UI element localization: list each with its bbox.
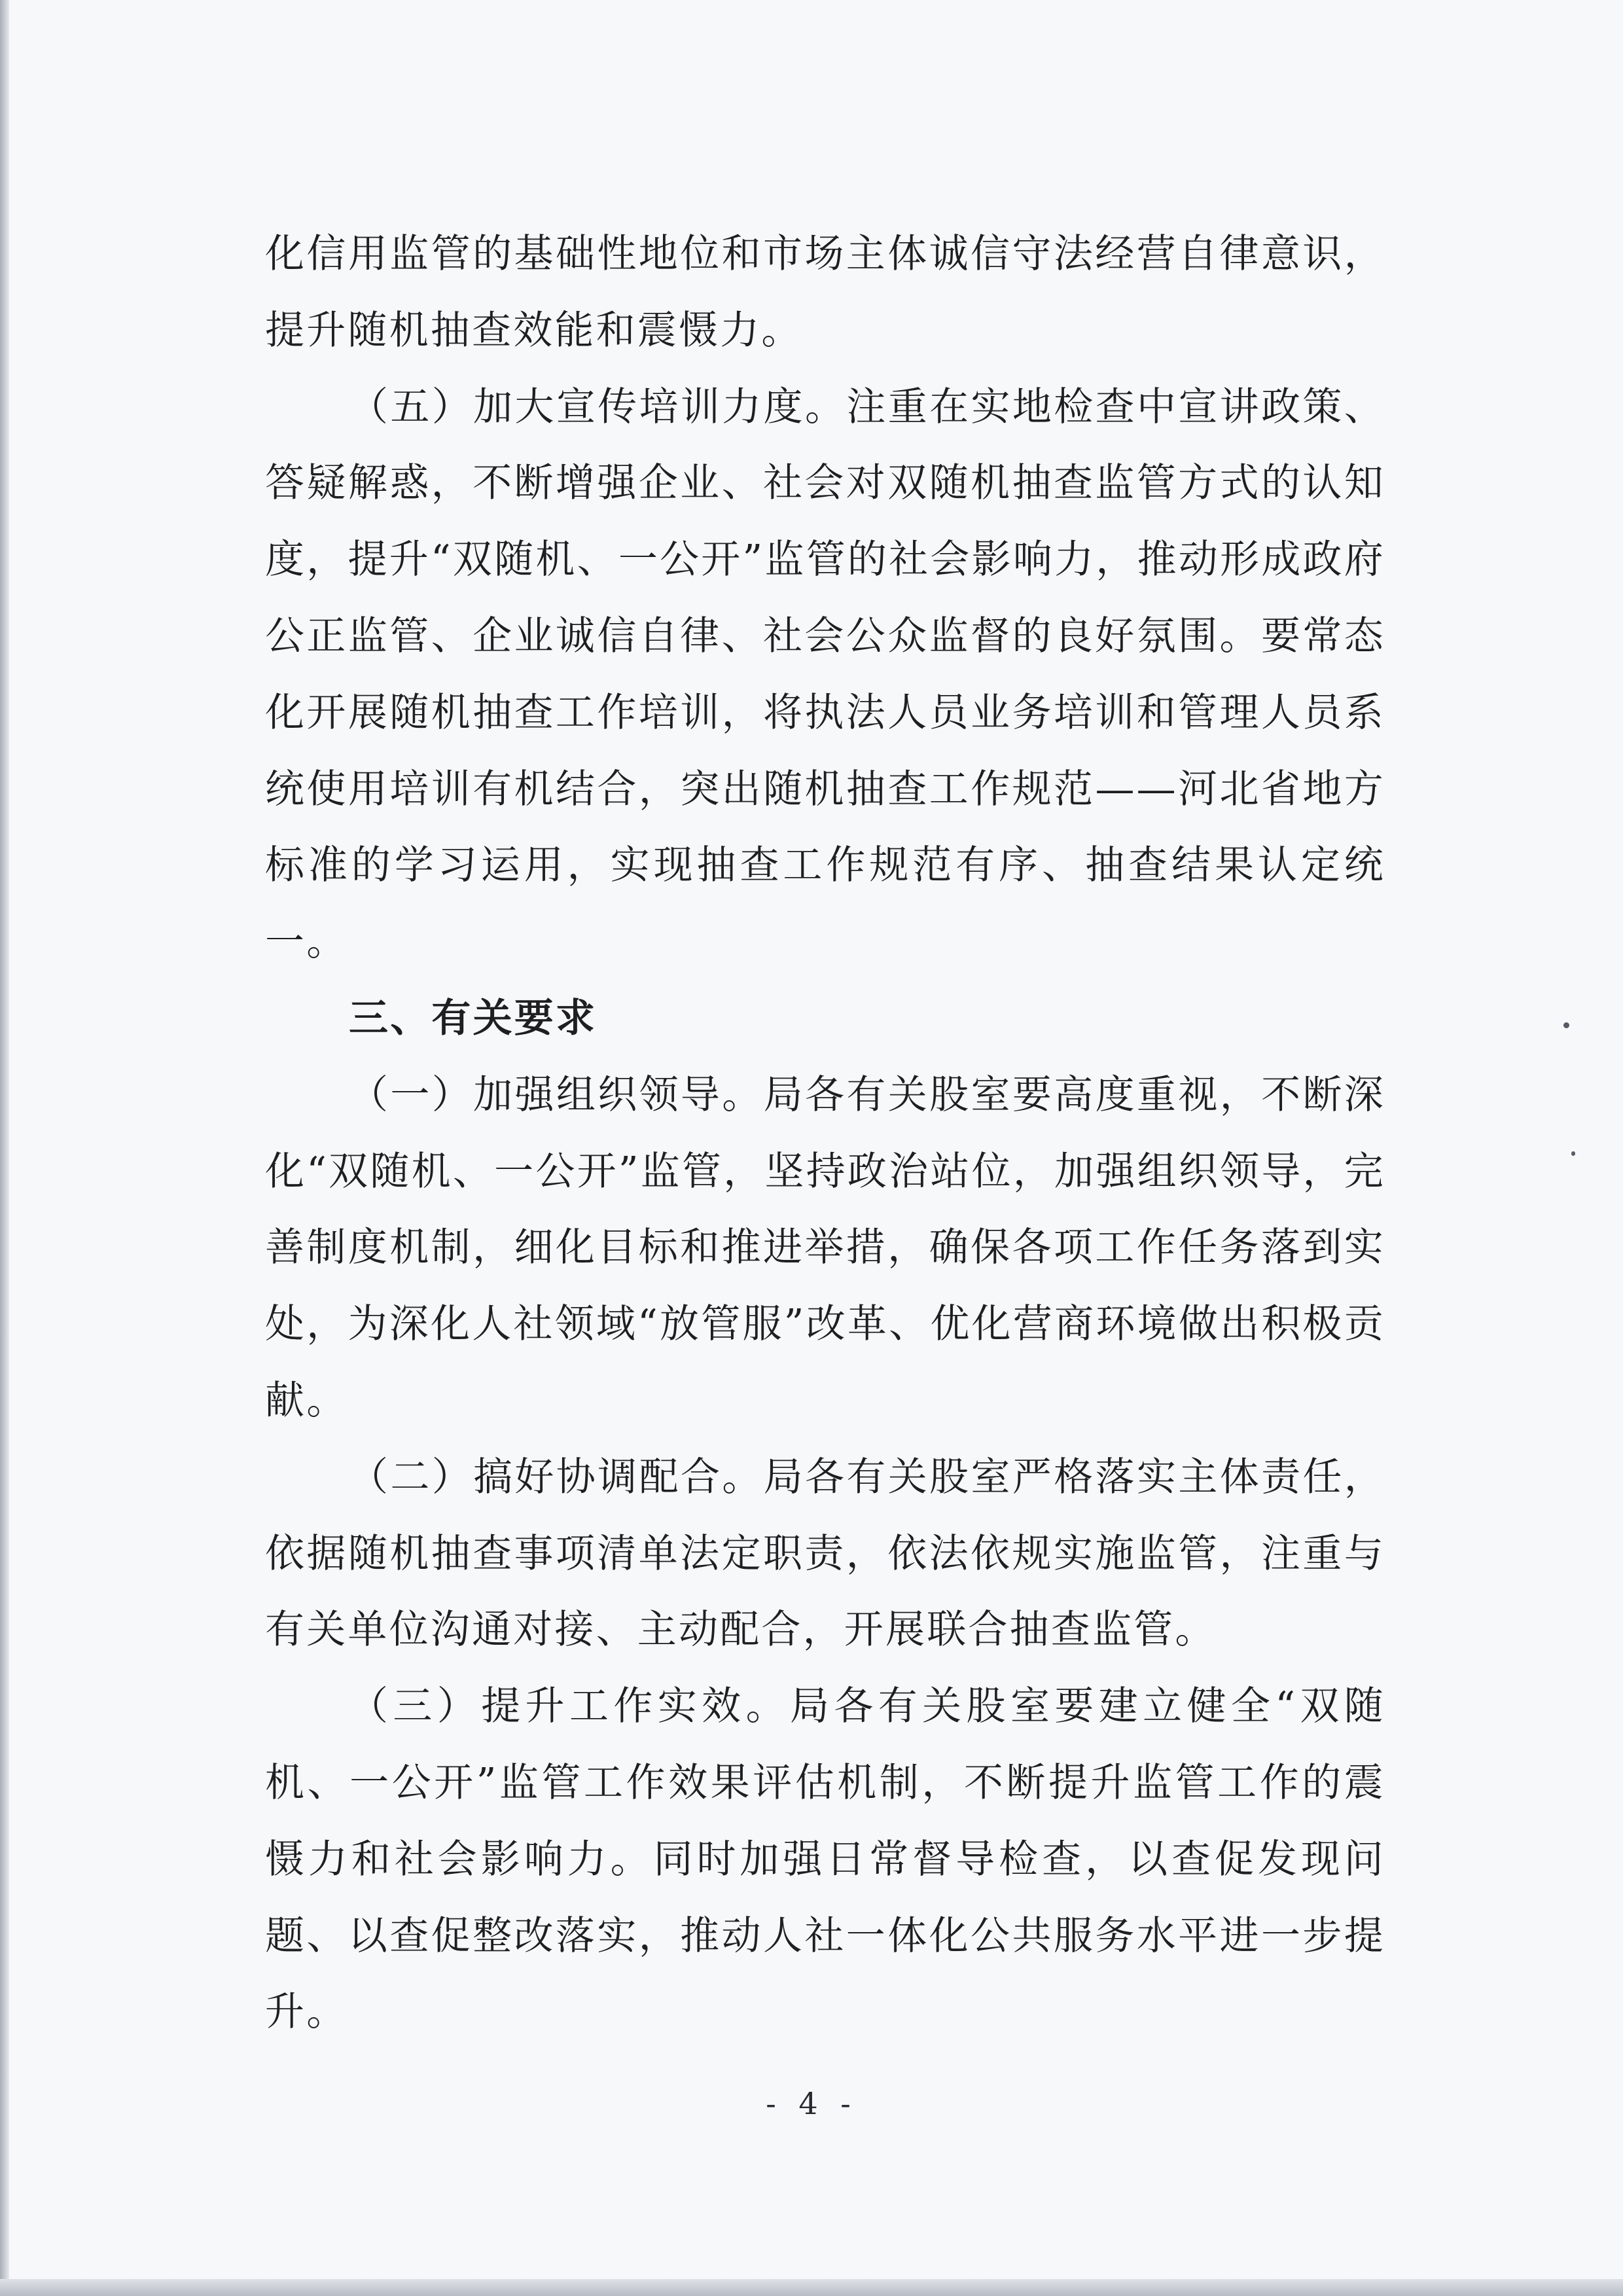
- scan-speck: [1571, 1151, 1575, 1156]
- paragraph-text: 注重在实地检查中宣讲政策、答疑解惑，不断增强企业、社会对双随机抽查监管方式的认知度，提升“双随机、一公开”监管的社会影响力，推动形成政府公正监管、企业诚信自律、社会公众监督的良好氛围。要常态化开展随机抽查工作培训，将执法人员业务培训和管理人员系统使用培训有机结合，突出随机抽查工作规范——河北省地方标准的学习运用，实现抽查工作规范有序、抽查结果认定统一。: [265, 384, 1385, 965]
- requirement-lead: （二）搞好协调配合。: [349, 1454, 764, 1500]
- requirement-lead: （三）提升工作实效。: [349, 1683, 790, 1730]
- requirement-text: 局各有关股室要建立健全“双随机、一公开”监管工作效果评估机制，不断提升监管工作的震慑力和社会影响力。同时加强日常督导检查，以查促发现问题、以查促整改落实，推动人社一体化公共服务水平进一步提升。: [265, 1683, 1385, 2036]
- requirement-coordination: [265, 1439, 1385, 1668]
- requirement-effectiveness: [265, 1668, 1385, 2051]
- document-body: [265, 216, 1385, 2051]
- paragraph-continuation: [265, 216, 1385, 369]
- requirement-text: 局各有关股室要高度重视，不断深化“双随机、一公开”监管，坚持政治站位，加强组织领导，完善制度机制，细化目标和推进举措，确保各项工作任务落到实处，为深化人社领域“放管服”改革、优化营商环境做出积极贡献。: [265, 1071, 1386, 1424]
- paragraph-text: 化信用监管的基础性地位和市场主体诚信守法经营自律意识，提升随机抽查效能和震慑力。: [265, 231, 1385, 353]
- requirement-organization-leadership: [265, 1057, 1385, 1439]
- section-heading-requirements: 三、有关要求: [349, 995, 597, 1041]
- page-number: - 4 -: [766, 2086, 857, 2121]
- scan-edge-bottom: [0, 2279, 1623, 2296]
- scan-speck: [1563, 1022, 1569, 1028]
- scan-edge-left: [0, 0, 9, 2296]
- requirement-text: 局各有关股室严格落实主体责任，依据随机抽查事项清单法定职责，依法依规实施监管，注重与有关单位沟通对接、主动配合，开展联合抽查监管。: [265, 1454, 1386, 1653]
- paragraph-publicity-training: [265, 369, 1385, 980]
- requirement-lead: （一）加强组织领导。: [349, 1071, 764, 1118]
- paragraph-lead: （五）加大宣传培训力度。: [349, 384, 847, 430]
